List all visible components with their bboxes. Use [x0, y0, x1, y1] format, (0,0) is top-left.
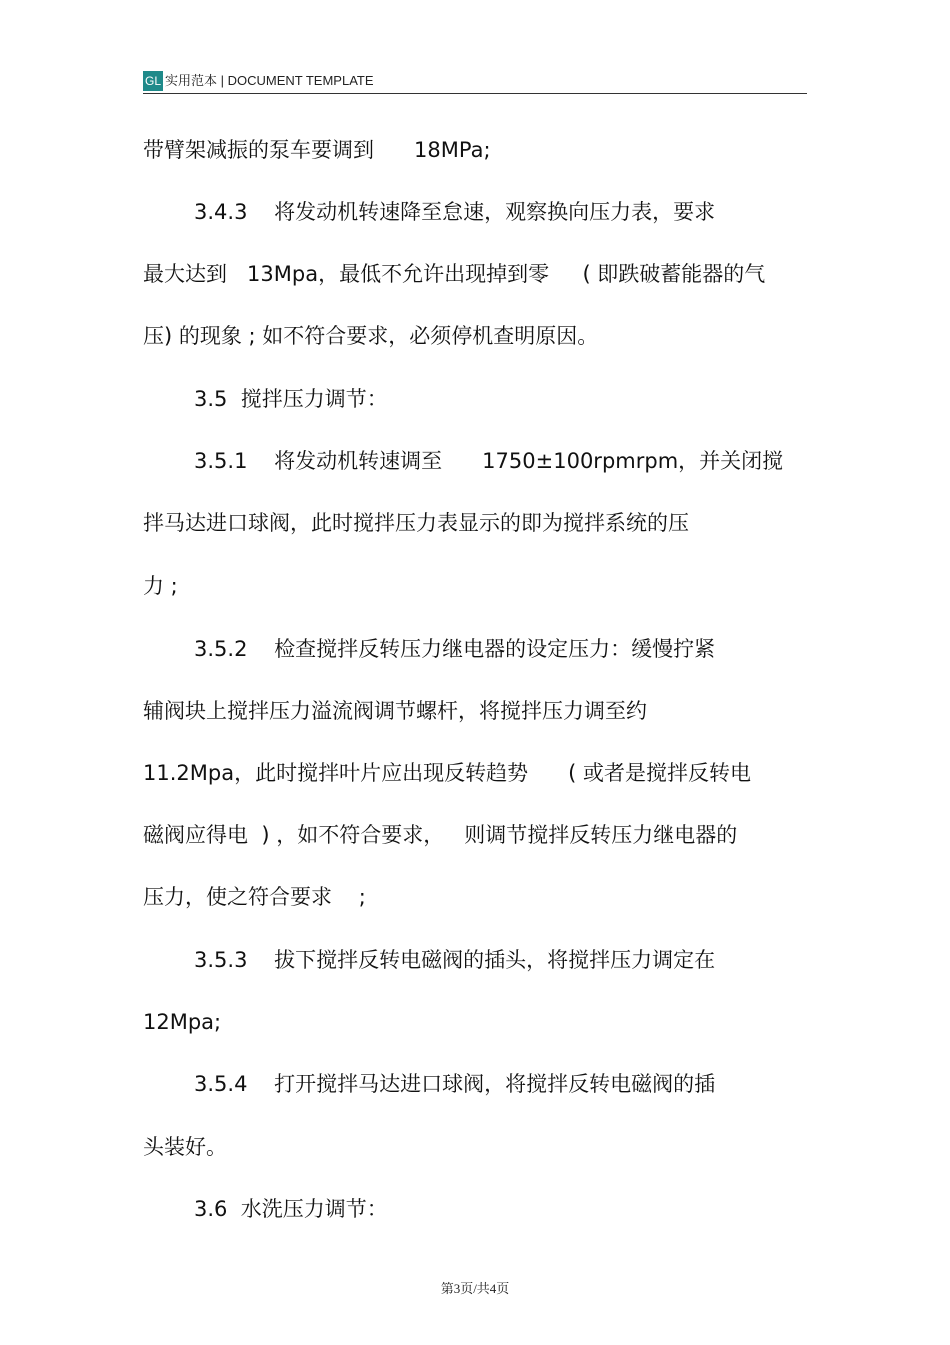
text-line: 头装好。: [143, 1135, 227, 1159]
text-line: 3.5 搅拌压力调节：: [194, 387, 388, 411]
text-line: 3.6 水洗压力调节：: [194, 1197, 388, 1221]
text-line: 11.2Mpa，此时搅拌叶片应出现反转趋势 ( 或者是搅拌反转电: [143, 761, 751, 785]
text-line: 压力，使之符合要求 ;: [143, 885, 366, 909]
text-line: 辅阀块上搅拌压力溢流阀调节螺杆，将搅拌压力调至约: [143, 699, 647, 723]
page-header: [143, 68, 807, 94]
text-line: 最大达到 13Mpa，最低不允许出现掉到零 ( 即跌破蓄能器的气: [143, 262, 766, 286]
text-line: 磁阀应得电 ) ，如不符合要求， 则调节搅拌反转压力继电器的: [143, 823, 738, 847]
text-line: 力 ;: [143, 574, 178, 598]
text-line: 3.5.3 拔下搅拌反转电磁阀的插头，将搅拌压力调定在: [194, 948, 716, 972]
text-line: 3.5.1 将发动机转速调至 1750±100rpmrpm，并关闭搅: [194, 449, 784, 473]
text-line: 拌马达进口球阀，此时搅拌压力表显示的即为搅拌系统的压: [143, 511, 689, 535]
logo: GL: [143, 71, 163, 91]
text-line: 3.5.2 检查搅拌反转压力继电器的设定压力：缓慢拧紧: [194, 637, 716, 661]
page-footer: 第3页/共4页: [440, 1281, 510, 1296]
text-line: 3.4.3 将发动机转速降至怠速，观察换向压力表，要求: [194, 200, 716, 224]
text-line: 带臂架减振的泵车要调到 18MPa;: [143, 138, 491, 162]
text-line: 12Mpa;: [143, 1010, 222, 1034]
header-title: 实用范本 | DOCUMENT TEMPLATE: [165, 73, 374, 88]
text-line: 压) 的现象 ; 如不符合要求，必须停机查明原因。: [143, 324, 599, 348]
text-line: 3.5.4 打开搅拌马达进口球阀，将搅拌反转电磁阀的插: [194, 1072, 716, 1096]
